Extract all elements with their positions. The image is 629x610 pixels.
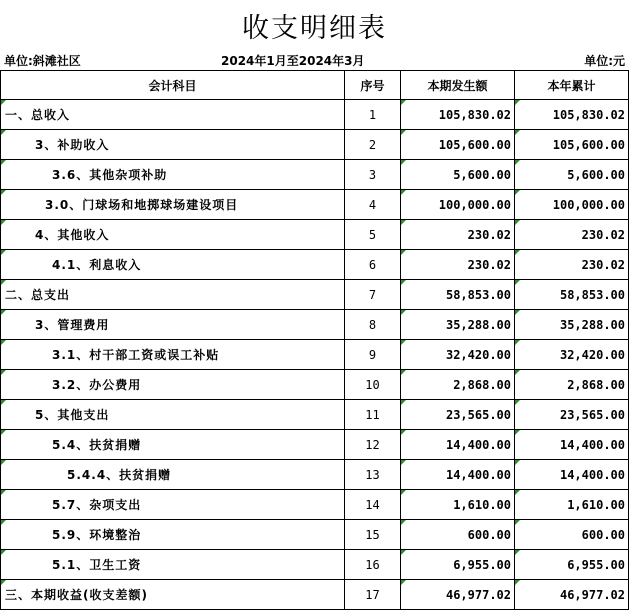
account-cell: 5.9、环境整治: [1, 520, 345, 550]
current-amount-cell: 100,000.00: [401, 190, 515, 220]
table-row: [1, 580, 629, 610]
table-row: [1, 490, 629, 520]
current-amount-cell: 5,600.00: [401, 160, 515, 190]
ytd-amount-cell: 58,853.00: [515, 280, 629, 310]
current-amount-cell: 105,830.02: [401, 100, 515, 130]
ytd-amount-cell: 5,600.00: [515, 160, 629, 190]
current-amount-cell: 105,600.00: [401, 130, 515, 160]
current-amount-cell: 230.02: [401, 250, 515, 280]
column-header-ytd: 本年累计: [515, 71, 629, 100]
seq-cell: 15: [345, 520, 401, 550]
account-cell: 5.4、扶贫捐赠: [1, 430, 345, 460]
account-cell: 三、本期收益(收支差额): [1, 580, 345, 610]
current-amount-cell: 6,955.00: [401, 550, 515, 580]
table-header-row: [1, 71, 629, 100]
seq-cell: 11: [345, 400, 401, 430]
table-row: [1, 160, 629, 190]
ytd-amount-cell: 105,830.02: [515, 100, 629, 130]
column-header-current: 本期发生额: [401, 71, 515, 100]
account-cell: 5、其他支出: [1, 400, 345, 430]
ytd-amount-cell: 14,400.00: [515, 430, 629, 460]
ytd-amount-cell: 14,400.00: [515, 460, 629, 490]
table-row: [1, 520, 629, 550]
seq-cell: 4: [345, 190, 401, 220]
seq-cell: 17: [345, 580, 401, 610]
current-amount-cell: 46,977.02: [401, 580, 515, 610]
currency-unit-label: 单位:元: [584, 54, 625, 68]
income-expense-table: [0, 70, 629, 610]
account-cell: 一、总收入: [1, 100, 345, 130]
table-row: [1, 400, 629, 430]
ytd-amount-cell: 105,600.00: [515, 130, 629, 160]
table-row: [1, 340, 629, 370]
account-cell: 3、管理费用: [1, 310, 345, 340]
current-amount-cell: 35,288.00: [401, 310, 515, 340]
current-amount-cell: 14,400.00: [401, 460, 515, 490]
account-cell: 3.1、村干部工资或误工补贴: [1, 340, 345, 370]
ytd-amount-cell: 1,610.00: [515, 490, 629, 520]
table-row: [1, 100, 629, 130]
unit-label: 单位:斜滩社区: [4, 54, 81, 68]
account-cell: 3、补助收入: [1, 130, 345, 160]
seq-cell: 2: [345, 130, 401, 160]
seq-cell: 13: [345, 460, 401, 490]
table-row: [1, 310, 629, 340]
account-cell: 5.4.4、扶贫捐赠: [1, 460, 345, 490]
ytd-amount-cell: 230.02: [515, 220, 629, 250]
seq-cell: 3: [345, 160, 401, 190]
ytd-amount-cell: 35,288.00: [515, 310, 629, 340]
table-row: [1, 130, 629, 160]
table-row: [1, 460, 629, 490]
ytd-amount-cell: 230.02: [515, 250, 629, 280]
seq-cell: 1: [345, 100, 401, 130]
seq-cell: 6: [345, 250, 401, 280]
ytd-amount-cell: 6,955.00: [515, 550, 629, 580]
ytd-amount-cell: 2,868.00: [515, 370, 629, 400]
account-cell: 3.6、其他杂项补助: [1, 160, 345, 190]
seq-cell: 12: [345, 430, 401, 460]
current-amount-cell: 1,610.00: [401, 490, 515, 520]
page-title: 收支明细表: [242, 13, 387, 44]
account-cell: 5.1、卫生工资: [1, 550, 345, 580]
seq-cell: 7: [345, 280, 401, 310]
seq-cell: 8: [345, 310, 401, 340]
table-row: [1, 190, 629, 220]
account-cell: 4、其他收入: [1, 220, 345, 250]
account-cell: 3.0、门球场和地掷球场建设项目: [1, 190, 345, 220]
ytd-amount-cell: 32,420.00: [515, 340, 629, 370]
account-cell: 二、总支出: [1, 280, 345, 310]
ytd-amount-cell: 46,977.02: [515, 580, 629, 610]
current-amount-cell: 600.00: [401, 520, 515, 550]
seq-cell: 9: [345, 340, 401, 370]
current-amount-cell: 14,400.00: [401, 430, 515, 460]
ytd-amount-cell: 600.00: [515, 520, 629, 550]
column-header-account: 会计科目: [1, 71, 345, 100]
current-amount-cell: 32,420.00: [401, 340, 515, 370]
current-amount-cell: 2,868.00: [401, 370, 515, 400]
table-row: [1, 430, 629, 460]
account-cell: 4.1、利息收入: [1, 250, 345, 280]
current-amount-cell: 23,565.00: [401, 400, 515, 430]
seq-cell: 5: [345, 220, 401, 250]
table-row: [1, 220, 629, 250]
ytd-amount-cell: 23,565.00: [515, 400, 629, 430]
current-amount-cell: 58,853.00: [401, 280, 515, 310]
table-row: [1, 250, 629, 280]
table-row: [1, 280, 629, 310]
seq-cell: 16: [345, 550, 401, 580]
seq-cell: 14: [345, 490, 401, 520]
period-label: 2024年1月至2024年3月: [221, 54, 365, 68]
column-header-seq: 序号: [345, 71, 401, 100]
current-amount-cell: 230.02: [401, 220, 515, 250]
table-row: [1, 370, 629, 400]
account-cell: 3.2、办公费用: [1, 370, 345, 400]
account-cell: 5.7、杂项支出: [1, 490, 345, 520]
ytd-amount-cell: 100,000.00: [515, 190, 629, 220]
table-row: [1, 550, 629, 580]
seq-cell: 10: [345, 370, 401, 400]
